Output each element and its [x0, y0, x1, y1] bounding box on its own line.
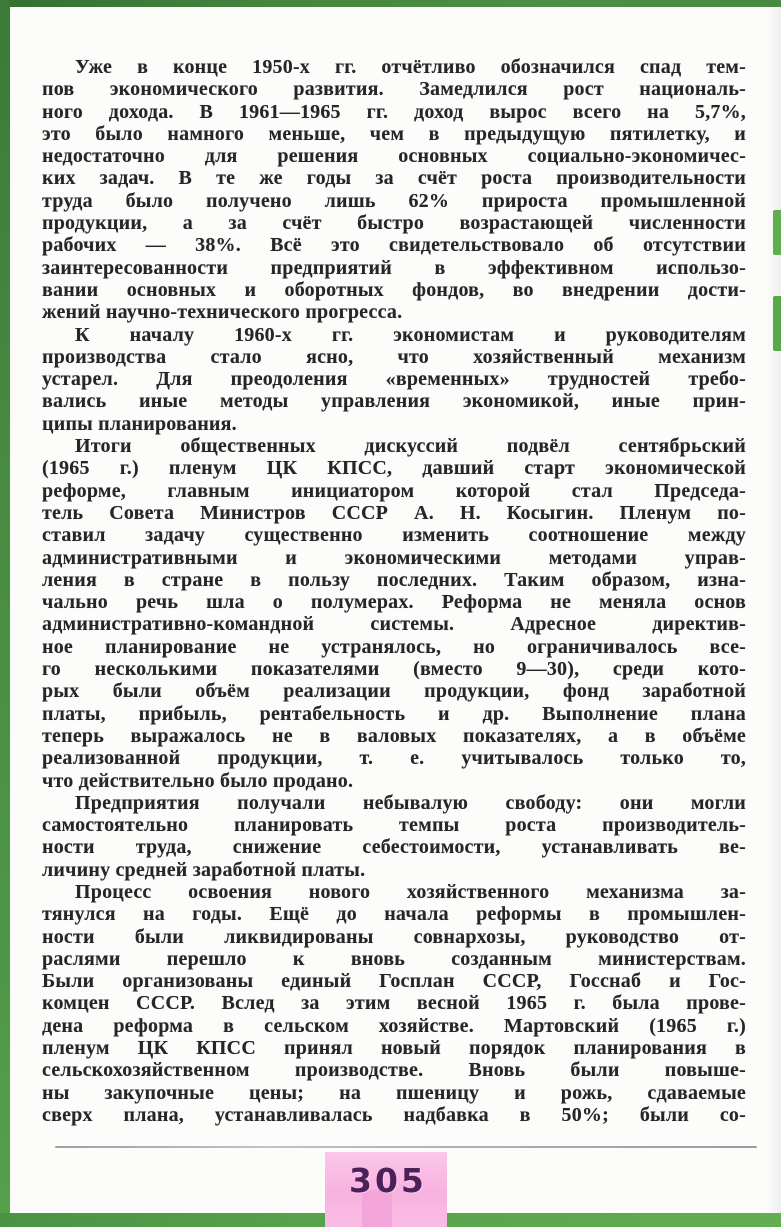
text-line: ного дохода. В 1961—1965 гг. доход вырос всего на 5,7%,	[42, 100, 746, 123]
text-line: комцен СССР. Вслед за этим весной 1965 г. была прове-	[42, 992, 746, 1015]
text-line: недостаточно для решения основных социально-экономичес-	[42, 145, 746, 168]
text-line: чально речь шла о полумерах. Реформа не меняла основ	[42, 591, 746, 614]
text-line: ны закупочные цены; на пшеницу и рожь, сдаваемые	[42, 1081, 746, 1104]
text-line: административно-командной системы. Адресное директив-	[42, 613, 746, 636]
book-cover-edge-left	[0, 0, 10, 1227]
text-line: это было намного меньше, чем в предыдущую пятилетку, и	[42, 122, 746, 145]
text-line: (1965 г.) пленум ЦК КПСС, давший старт экономической	[42, 457, 746, 480]
footer-divider-line	[55, 1146, 757, 1148]
text-line: платы, прибыль, рентабельность и др. Выполнение плана	[42, 702, 746, 725]
text-line: тель Совета Министров СССР А. Н. Косыгин. Пленум по-	[42, 501, 746, 524]
text-line: сельскохозяйственном производстве. Вновь были повыше-	[42, 1059, 746, 1082]
text-line: жений научно-технического прогресса.	[42, 301, 403, 324]
text-line: пов экономического развития. Замедлился рост националь-	[42, 78, 746, 101]
text-line: ципы планирования.	[42, 412, 237, 435]
text-line: К началу 1960-х гг. экономистам и руководителям	[75, 323, 746, 346]
text-line: ности труда, снижение себестоимости, устанавливать ве-	[42, 836, 746, 859]
text-line: производства стало ясно, что хозяйственный механизм	[42, 345, 746, 368]
book-cover-edge-right-notch	[773, 296, 781, 351]
text-line: Итоги общественных дискуссий подвёл сентябрьский	[75, 435, 746, 458]
text-line: Процесс освоения нового хозяйственного механизма за-	[75, 880, 746, 903]
text-line: Предприятия получали небывалую свободу: они могли	[75, 791, 746, 814]
text-line: сверх плана, устанавливалась надбавка в 50%; были со-	[42, 1103, 746, 1126]
book-cover-edge-top	[0, 0, 781, 7]
text-line: ное планирование не устранялось, но ограничивалось все-	[42, 635, 746, 658]
text-line: Были организованы единый Госплан СССР, Госснаб и Гос-	[42, 970, 746, 993]
text-line: тянулся на годы. Ещё до начала реформы в промышлен-	[42, 903, 746, 926]
text-line: продукции, а за счёт быстро возрастающей численности	[42, 212, 746, 235]
text-line: го несколькими показателями (вместо 9—30), среди кото-	[42, 658, 746, 681]
text-line: труда было получено лишь 62% прироста промышленной	[42, 189, 746, 212]
page-edge-shadow	[765, 0, 781, 1227]
page-number-badge	[325, 1152, 447, 1227]
text-line: рых были объём реализации продукции, фонд заработной	[42, 680, 746, 703]
body-text	[42, 56, 746, 1126]
text-line: реформе, главным инициатором которой стал Председа-	[42, 479, 746, 502]
page-number: 305	[349, 1161, 427, 1200]
text-line: реализованной продукции, т. е. учитывалось только то,	[42, 747, 746, 770]
text-line: самостоятельно планировать темпы роста производитель-	[42, 814, 746, 837]
text-line: вании основных и оборотных фондов, во внедрении дости-	[42, 278, 746, 301]
text-line: ставил задачу существенно изменить соотношение между	[42, 524, 746, 547]
text-line: ких задач. В те же годы за счёт роста производительности	[42, 167, 746, 190]
text-line: заинтересованности предприятий в эффективном использо-	[42, 256, 746, 279]
text-line: административными и экономическими методами управ-	[42, 546, 746, 569]
text-line: теперь выражалось не в валовых показателях, а в объёме	[42, 724, 746, 747]
text-line: ления в стране в пользу последних. Таким образом, изна-	[42, 568, 746, 591]
text-line: вались иные методы управления экономикой, иные прин-	[42, 390, 746, 413]
text-line: Уже в конце 1950-х гг. отчётливо обозначился спад тем-	[75, 56, 746, 78]
book-cover-edge-right-notch	[773, 210, 781, 255]
text-line: пленум ЦК КПСС принял новый порядок планирования в	[42, 1037, 746, 1060]
text-line: раслями перешло к вновь созданным министерствам.	[42, 947, 746, 970]
text-line: дена реформа в сельском хозяйстве. Мартовский (1965 г.)	[42, 1014, 746, 1037]
text-line: что действительно было продано.	[42, 769, 354, 792]
text-line: личину средней заработной платы.	[42, 858, 366, 881]
text-line: устарел. Для преодоления «временных» трудностей требо-	[42, 368, 746, 391]
text-line: рабочих — 38%. Всё это свидетельствовало об отсутствии	[42, 234, 746, 257]
text-line: ности были ликвидированы совнархозы, руководство от-	[42, 925, 746, 948]
